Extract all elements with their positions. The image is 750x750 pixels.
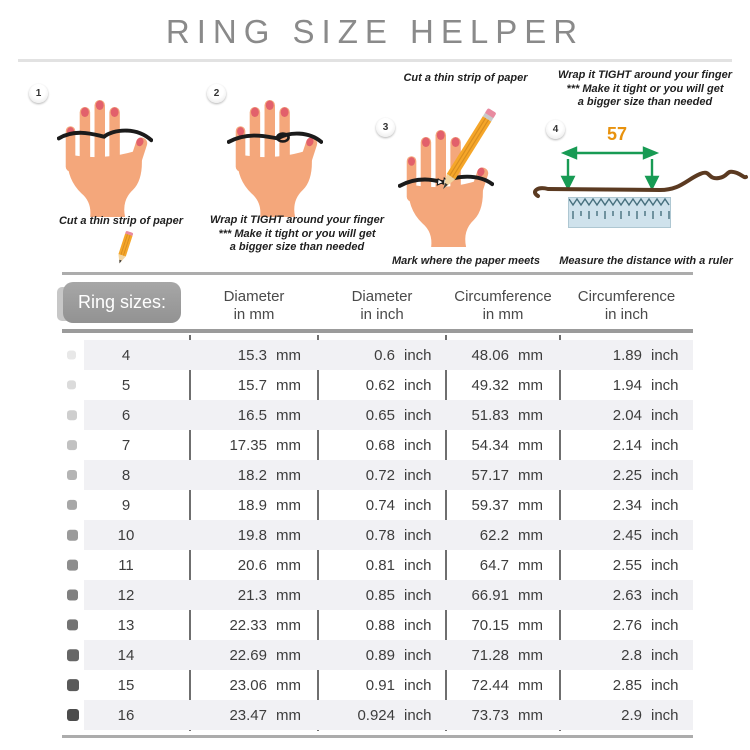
ring-size-value: 11 <box>118 556 134 574</box>
unit-label: inch <box>404 406 432 424</box>
table-bottom-border <box>62 735 693 738</box>
measurement-value: 23.47 <box>229 706 267 724</box>
table-rows <box>62 340 693 730</box>
measurement-value: 64.7 <box>479 556 509 574</box>
measurement-value: 59.37 <box>471 496 509 514</box>
measurement-value: 54.34 <box>471 436 509 454</box>
measurement-cell <box>318 377 446 394</box>
measurement-value: 0.6 <box>374 346 395 364</box>
measurement-value: 0.89 <box>365 646 395 664</box>
column-subtitle: in mm <box>482 306 524 323</box>
measurement-cell <box>446 467 560 484</box>
hand-illustration-step1 <box>57 86 153 217</box>
measurement-cell <box>560 617 693 634</box>
unit-label: inch <box>651 676 679 694</box>
unit-label: mm <box>276 616 301 634</box>
measurement-cell <box>446 647 560 664</box>
measurement-value: 0.81 <box>365 556 395 574</box>
pencil-icon <box>114 230 135 266</box>
measurement-cell <box>560 677 693 694</box>
unit-label: inch <box>651 376 679 394</box>
table-row <box>62 370 693 400</box>
measurement-cell <box>560 527 693 544</box>
column-subtitle: in inch <box>604 306 649 323</box>
measurement-cell <box>446 707 560 724</box>
unit-label: mm <box>518 496 543 514</box>
column-subtitle: in mm <box>233 306 275 323</box>
table-row <box>62 670 693 700</box>
table-header-border <box>62 329 693 333</box>
unit-label: inch <box>404 376 432 394</box>
unit-label: mm <box>518 646 543 664</box>
unit-label: mm <box>518 346 543 364</box>
unit-label: inch <box>651 346 679 364</box>
column-title: Diameter <box>351 288 413 305</box>
unit-label: inch <box>651 496 679 514</box>
unit-label: inch <box>651 436 679 454</box>
measurement-value: 2.76 <box>612 616 642 634</box>
measurement-cell <box>190 557 318 574</box>
measurement-value: 0.72 <box>365 466 395 484</box>
unit-label: mm <box>518 586 543 604</box>
measurement-value: 0.62 <box>365 376 395 394</box>
unit-label: inch <box>404 646 432 664</box>
measurement-value-mm: 57 <box>606 124 628 144</box>
measurement-cell <box>318 557 446 574</box>
ring-size-swatch <box>67 380 76 389</box>
measurement-cell <box>560 497 693 514</box>
measurement-cell <box>318 647 446 664</box>
measurement-cell <box>190 467 318 484</box>
measurement-cell <box>446 347 560 364</box>
unit-label: mm <box>518 676 543 694</box>
unit-label: mm <box>518 436 543 454</box>
measurement-cell <box>560 647 693 664</box>
ring-size-swatch <box>67 440 77 450</box>
unit-label: inch <box>651 616 679 634</box>
table-top-border <box>62 272 693 275</box>
measurement-value: 2.25 <box>612 466 642 484</box>
measurement-cell <box>318 707 446 724</box>
ring-size-value: 14 <box>117 646 135 664</box>
measurement-value: 15.3 <box>237 346 267 364</box>
ring-size-swatch <box>67 500 77 510</box>
unit-label: inch <box>651 706 679 724</box>
measurement-cell <box>318 347 446 364</box>
unit-label: mm <box>276 676 301 694</box>
unit-label: mm <box>518 616 543 634</box>
step-2-caption-line2: *** Make it tight or you will get <box>218 227 376 240</box>
measurement-cell <box>190 437 318 454</box>
measurement-value: 72.44 <box>471 676 509 694</box>
ring-size-value: 8 <box>121 466 131 484</box>
measurement-value: 71.28 <box>471 646 509 664</box>
unit-label: mm <box>518 376 543 394</box>
measurement-value: 19.8 <box>237 526 267 544</box>
column-header-diameter-inch <box>318 288 446 324</box>
unit-label: inch <box>404 616 432 634</box>
step-2-caption-line3: a bigger size than needed <box>229 241 365 253</box>
measurement-value: 16.5 <box>237 406 267 424</box>
column-header-diameter-mm <box>190 288 318 324</box>
step-1-caption: Cut a thin strip of paper <box>58 215 184 227</box>
ring-size-value: 13 <box>117 616 135 634</box>
measurement-cell <box>190 527 318 544</box>
ring-size-value: 12 <box>117 586 135 604</box>
measurement-cell <box>318 497 446 514</box>
unit-label: mm <box>276 706 301 724</box>
measurement-cell <box>446 377 560 394</box>
measurement-value: 0.78 <box>365 526 395 544</box>
unit-label: inch <box>404 526 432 544</box>
measurement-value: 2.55 <box>612 556 642 574</box>
measurement-cell <box>560 467 693 484</box>
step-3-caption-bottom: Mark where the paper meets <box>392 255 540 267</box>
measurement-value: 2.45 <box>612 526 642 544</box>
unit-label: inch <box>404 586 432 604</box>
measurement-value: 2.63 <box>612 586 642 604</box>
measurement-cell <box>446 407 560 424</box>
table-row <box>62 610 693 640</box>
measurement-cell <box>560 557 693 574</box>
step-3-caption-top: Cut a thin strip of paper <box>403 72 528 84</box>
measurement-cell <box>446 587 560 604</box>
unit-label: mm <box>276 556 301 574</box>
measurement-value: 23.06 <box>229 676 267 694</box>
measurement-value: 0.68 <box>365 436 395 454</box>
unit-label: mm <box>276 496 301 514</box>
measurement-cell <box>318 437 446 454</box>
measurement-cell <box>446 617 560 634</box>
measurement-cell <box>190 587 318 604</box>
measurement-cell <box>560 707 693 724</box>
measurement-cell <box>560 437 693 454</box>
measurement-value: 73.73 <box>471 706 509 724</box>
measurement-cell <box>318 467 446 484</box>
measurement-value: 18.2 <box>237 466 267 484</box>
unit-label: inch <box>404 436 432 454</box>
measurement-cell <box>446 527 560 544</box>
ring-size-value: 5 <box>121 376 131 394</box>
table-row <box>62 490 693 520</box>
measurement-cell <box>560 407 693 424</box>
table-row <box>62 340 693 370</box>
measurement-value: 1.94 <box>612 376 642 394</box>
unit-label: mm <box>276 376 301 394</box>
measurement-value: 0.74 <box>365 496 395 514</box>
measurement-cell <box>190 497 318 514</box>
measurement-value: 2.14 <box>612 436 642 454</box>
step-2-caption <box>203 214 391 255</box>
ring-size-swatch <box>67 470 77 480</box>
step-1-number: 1 <box>29 84 48 103</box>
ring-size-swatch <box>67 649 79 661</box>
measurement-value: 66.91 <box>471 586 509 604</box>
column-header-circumference-inch <box>560 288 693 324</box>
unit-label: inch <box>404 556 432 574</box>
unit-label: mm <box>276 406 301 424</box>
measurement-value: 2.9 <box>621 706 642 724</box>
unit-label: mm <box>276 526 301 544</box>
measurement-value: 20.6 <box>237 556 267 574</box>
measurement-value: 51.83 <box>471 406 509 424</box>
step-4-caption-bottom: Measure the distance with a ruler <box>559 255 733 267</box>
unit-label: inch <box>651 646 679 664</box>
ring-size-swatch <box>67 679 79 691</box>
measurement-value: 0.924 <box>357 706 395 724</box>
measurement-value: 57.17 <box>471 466 509 484</box>
ring-size-value: 10 <box>117 526 135 544</box>
ring-size-value: 4 <box>121 346 131 364</box>
measurement-cell <box>190 677 318 694</box>
table-row <box>62 460 693 490</box>
ring-size-value: 6 <box>121 406 131 424</box>
hand-illustration-step2 <box>227 86 323 217</box>
column-header-circumference-mm <box>446 288 560 324</box>
measurement-cell <box>190 647 318 664</box>
unit-label: mm <box>518 526 543 544</box>
ring-size-value: 9 <box>121 496 131 514</box>
unit-label: mm <box>276 346 301 364</box>
table-row <box>62 550 693 580</box>
measurement-value: 49.32 <box>471 376 509 394</box>
measurement-value: 0.85 <box>365 586 395 604</box>
measurement-value: 0.91 <box>365 676 395 694</box>
unit-label: mm <box>276 646 301 664</box>
ring-size-swatch <box>67 619 78 630</box>
measurement-value: 70.15 <box>471 616 509 634</box>
unit-label: inch <box>651 406 679 424</box>
unit-label: mm <box>276 436 301 454</box>
measurement-cell <box>190 407 318 424</box>
measurement-value: 2.34 <box>612 496 642 514</box>
unit-label: inch <box>651 586 679 604</box>
measurement-cell <box>446 437 560 454</box>
step-4-number: 4 <box>546 120 565 139</box>
unit-label: mm <box>518 406 543 424</box>
measurement-cell <box>560 587 693 604</box>
unit-label: inch <box>651 526 679 544</box>
step-4-caption-line1: Wrap it TIGHT around your finger <box>558 69 732 81</box>
measurement-value: 2.8 <box>621 646 642 664</box>
unit-label: mm <box>518 556 543 574</box>
measurement-cell <box>318 677 446 694</box>
measurement-value: 17.35 <box>229 436 267 454</box>
column-title: Circumference <box>577 288 676 305</box>
measurement-value: 22.33 <box>229 616 267 634</box>
measurement-value: 2.04 <box>612 406 642 424</box>
ring-size-swatch <box>67 590 78 601</box>
step-4-caption-line3: a bigger size than needed <box>577 96 713 108</box>
unit-label: mm <box>518 466 543 484</box>
ring-size-swatch <box>67 351 76 360</box>
measurement-value: 2.85 <box>612 676 642 694</box>
table-row <box>62 700 693 730</box>
table-row <box>62 520 693 550</box>
measurement-cell <box>190 347 318 364</box>
measurement-cell <box>560 347 693 364</box>
measurement-cell <box>318 587 446 604</box>
ruler-icon <box>568 197 671 228</box>
ring-size-swatch <box>67 530 78 541</box>
measurement-value: 62.2 <box>479 526 509 544</box>
unit-label: inch <box>651 466 679 484</box>
ring-sizes-badge: Ring sizes: <box>63 282 181 323</box>
measurement-value: 48.06 <box>471 346 509 364</box>
unit-label: inch <box>404 346 432 364</box>
column-title: Circumference <box>454 288 552 305</box>
unit-label: inch <box>404 496 432 514</box>
unit-label: inch <box>651 556 679 574</box>
column-subtitle: in inch <box>360 306 404 323</box>
unit-label: inch <box>404 706 432 724</box>
measurement-cell <box>318 527 446 544</box>
measurement-cell <box>446 557 560 574</box>
measurement-value: 22.69 <box>229 646 267 664</box>
step-4-caption-line2: *** Make it tight or you will get <box>566 82 724 95</box>
table-row <box>62 640 693 670</box>
unit-label: mm <box>276 586 301 604</box>
ring-size-swatch <box>67 560 78 571</box>
step-4-caption-top <box>545 69 745 110</box>
table-row <box>62 430 693 460</box>
measurement-value: 0.88 <box>365 616 395 634</box>
measurement-cell <box>318 617 446 634</box>
unit-label: mm <box>518 706 543 724</box>
ring-size-value: 7 <box>121 436 131 454</box>
measurement-cell <box>190 377 318 394</box>
page-title: RING SIZE HELPER <box>165 13 585 50</box>
unit-label: inch <box>404 676 432 694</box>
ring-size-value: 15 <box>117 676 135 694</box>
step-2-caption-line1: Wrap it TIGHT around your finger <box>210 214 384 226</box>
ring-size-swatch <box>67 709 79 721</box>
unit-label: mm <box>276 466 301 484</box>
measurement-value: 0.65 <box>365 406 395 424</box>
measurement-value: 21.3 <box>237 586 267 604</box>
measurement-value: 18.9 <box>237 496 267 514</box>
measurement-cell <box>560 377 693 394</box>
table-row <box>62 400 693 430</box>
measurement-value: 15.7 <box>237 376 267 394</box>
measurement-cell <box>190 707 318 724</box>
measurement-value: 1.89 <box>612 346 642 364</box>
ring-size-swatch <box>67 410 77 420</box>
measurement-cell <box>190 617 318 634</box>
table-row <box>62 580 693 610</box>
step-2-number: 2 <box>207 84 226 103</box>
title-divider <box>18 59 732 62</box>
column-title: Diameter <box>223 288 285 305</box>
measurement-cell <box>446 497 560 514</box>
unit-label: inch <box>404 466 432 484</box>
step-3-number: 3 <box>376 118 395 137</box>
ring-size-value: 16 <box>117 706 135 724</box>
measurement-cell <box>446 677 560 694</box>
measurement-cell <box>318 407 446 424</box>
